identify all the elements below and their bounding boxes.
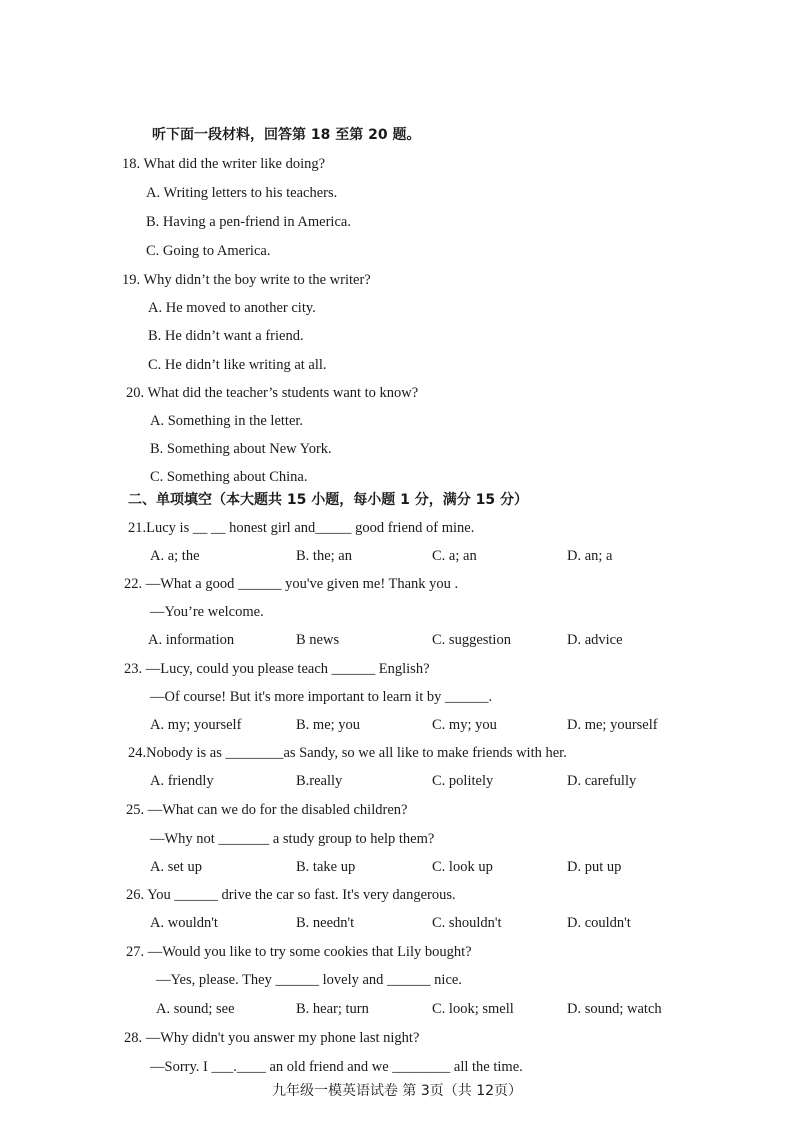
question-22-stem: 22. —What a good ______ you've given me! Thank you . [124, 576, 459, 592]
question-27-option-c: C. look; smell [432, 1001, 514, 1017]
question-27-option-a: A. sound; see [156, 1001, 235, 1017]
question-22-option-a: A. information [148, 632, 235, 648]
question-19-stem: 19. Why didn’t the boy write to the writer? [122, 272, 371, 288]
question-22-options [0, 631, 623, 649]
question-20-option-b: B. Something about New York. [150, 441, 332, 457]
question-18-option-a: A. Writing letters to his teachers. [146, 185, 338, 201]
question-26-option-c: C. shouldn't [432, 915, 502, 931]
question-23-reply: —Of course! But it's more important to learn it by ______. [150, 689, 493, 705]
question-20-option-a: A. Something in the letter. [150, 413, 304, 429]
question-21-option-a: A. a; the [150, 548, 200, 564]
question-24-option-a: A. friendly [150, 773, 214, 789]
question-25-stem: 25. —What can we do for the disabled children? [126, 802, 408, 818]
question-20-stem: 20. What did the teacher’s students want to know? [126, 385, 419, 401]
question-28-reply: —Sorry. I ___.____ an old friend and we ________ all the time. [150, 1059, 523, 1075]
question-22-option-c: C. suggestion [432, 632, 511, 648]
question-18-option-b: B. Having a pen-friend in America. [146, 214, 351, 230]
question-24-options [0, 772, 637, 790]
question-27-option-b: B. hear; turn [296, 1001, 369, 1017]
question-20-option-c: C. Something about China. [150, 469, 308, 485]
question-22-option-b: B news [296, 632, 340, 648]
question-27-stem: 27. —Would you like to try some cookies that Lily bought? [126, 944, 472, 960]
question-26-option-d: D. couldn't [567, 915, 631, 931]
question-19-option-b: B. He didn’t want a friend. [148, 328, 304, 344]
question-23-option-b: B. me; you [296, 717, 361, 733]
question-25-options [0, 858, 622, 876]
question-23-option-c: C. my; you [432, 717, 497, 733]
question-24-option-d: D. carefully [567, 773, 637, 789]
question-19-option-c: C. He didn’t like writing at all. [148, 357, 327, 373]
question-21-option-d: D. an; a [567, 548, 613, 564]
question-18-stem: 18. What did the writer like doing? [122, 156, 326, 172]
question-22-option-d: D. advice [567, 632, 623, 648]
question-27-options [0, 1000, 662, 1018]
page-footer: 九年级一模英语试卷 第 3页（共 12页） [271, 1083, 523, 1099]
question-27-reply: —Yes, please. They ______ lovely and ______ nice. [156, 972, 462, 988]
question-23-options [0, 716, 658, 734]
question-27-option-d: D. sound; watch [567, 1001, 662, 1017]
question-19-option-a: A. He moved to another city. [148, 300, 316, 316]
question-25-option-d: D. put up [567, 859, 622, 875]
question-25-option-a: A. set up [150, 859, 202, 875]
question-21-options [0, 547, 613, 565]
question-24-stem: 24.Nobody is as ________as Sandy, so we all like to make friends with her. [128, 745, 567, 761]
question-24-option-b: B.really [296, 773, 343, 789]
question-26-stem: 26. You ______ drive the car so fast. It's very dangerous. [126, 887, 456, 903]
question-22-reply: —You’re welcome. [150, 604, 264, 620]
listening-instruction: 听下面一段材料，回答第 18 至第 20 题。 [152, 127, 421, 143]
question-26-option-a: A. wouldn't [150, 915, 218, 931]
question-23-option-d: D. me; yourself [567, 717, 658, 733]
question-26-option-b: B. needn't [296, 915, 355, 931]
question-28-stem: 28. —Why didn't you answer my phone last night? [124, 1030, 420, 1046]
question-25-reply: —Why not _______ a study group to help them? [150, 831, 435, 847]
question-25-option-b: B. take up [296, 859, 356, 875]
question-21-stem: 21.Lucy is __ __ honest girl and_____ good friend of mine. [128, 520, 475, 536]
section-2-heading: 二、单项填空（本大题共 15 小题，每小题 1 分，满分 15 分） [128, 492, 528, 508]
question-23-option-a: A. my; yourself [150, 717, 242, 733]
question-26-options [0, 914, 631, 932]
question-25-option-c: C. look up [432, 859, 493, 875]
question-24-option-c: C. politely [432, 773, 494, 789]
question-21-option-c: C. a; an [432, 548, 477, 564]
question-21-option-b: B. the; an [296, 548, 352, 564]
question-18-option-c: C. Going to America. [146, 243, 271, 259]
question-23-stem: 23. —Lucy, could you please teach ______ English? [124, 661, 430, 677]
